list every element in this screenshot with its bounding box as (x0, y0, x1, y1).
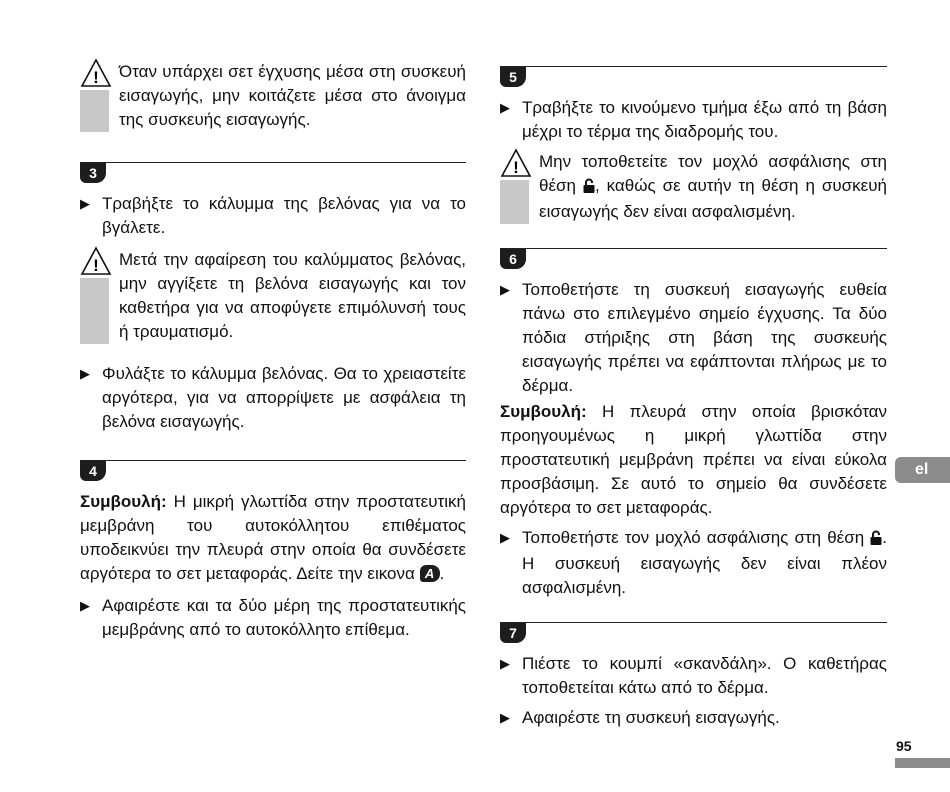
list-item (500, 706, 887, 730)
bullet-text-part: Τοποθετήστε τον μοχλό ασφάλισης στη θέση (522, 528, 871, 547)
divider (80, 162, 466, 163)
step-number-badge: 3 (80, 163, 106, 183)
warning-text-part: Μην τοποθετείτε τον μοχλό ασφάλισης στη θέση (539, 152, 887, 195)
warning-text-part: , καθώς σε αυτήν τη θέση η συσκευή εισαγωγής δεν είναι ασφαλισμένη. (539, 176, 887, 221)
tip-label: Συμβουλή: (80, 492, 167, 511)
warning-box (80, 60, 466, 132)
bullet-text: Φυλάξτε το κάλυμμα βελόνας. Θα το χρειαστείτε αργότερα, για να απορρίψετε με ασφάλεια τη βελόνα εισαγωγής. (102, 364, 466, 431)
left-column (80, 60, 466, 642)
tip-paragraph (500, 400, 887, 520)
language-tab: el (895, 457, 950, 483)
list-item (80, 192, 466, 240)
svg-text:!: ! (93, 256, 99, 275)
bullet-text-part: . Η συσκευή εισαγωγής δεν είναι πλέον ασφαλισμένη. (522, 528, 887, 597)
svg-text:!: ! (513, 158, 519, 177)
step-number-badge: 7 (500, 623, 526, 643)
bullet-arrow-icon: ▶ (80, 366, 90, 381)
divider (80, 460, 466, 461)
bullet-arrow-icon: ▶ (80, 196, 90, 211)
page-number: 95 (896, 738, 912, 754)
divider (500, 248, 887, 249)
bullet-arrow-icon: ▶ (500, 100, 510, 115)
step-5-header (500, 66, 887, 96)
page-footer-bar (895, 758, 950, 768)
step-4-header (80, 460, 466, 490)
warning-box (80, 248, 466, 344)
bullet-text: Αφαιρέστε και τα δύο μέρη της προστατευτικής μεμβράνης από το αυτοκόλλητο επίθεμα. (102, 596, 466, 639)
bullet-text: Τραβήξτε το κινούμενο τμήμα έξω από τη βάση μέχρι το τέρμα της διαδρομής του. (522, 98, 887, 141)
step-number-badge: 6 (500, 249, 526, 269)
step-7-header (500, 622, 887, 652)
warning-triangle-icon (80, 246, 114, 278)
step-number-badge: 4 (80, 461, 106, 481)
bullet-arrow-icon: ▶ (80, 598, 90, 613)
tip-paragraph (80, 490, 466, 586)
bullet-arrow-icon: ▶ (500, 530, 510, 545)
tip-label: Συμβουλή: (500, 402, 587, 421)
bullet-text (522, 526, 887, 600)
bullet-text: Τραβήξτε το κάλυμμα της βελόνας για να το βγάλετε. (102, 194, 466, 237)
warning-text: Όταν υπάρχει σετ έγχυσης μέσα στη συσκευή εισαγωγής, μην κοιτάζετε μέσα στο άνοιγμα της συσκευής εισαγωγής. (119, 62, 466, 129)
warning-bar (500, 150, 529, 224)
warning-text (529, 150, 887, 224)
warning-bar (80, 248, 109, 344)
bullet-arrow-icon: ▶ (500, 282, 510, 297)
divider (500, 66, 887, 67)
step-6-header (500, 248, 887, 278)
figure-ref-badge: A (420, 565, 440, 582)
list-item (500, 96, 887, 144)
right-column (500, 66, 887, 730)
tip-text: Η μικρή γλωττίδα στην προστατευτική μεμβράνη του αυτοκόλλητου επιθέματος υποδεικνύει την πλευρά στην οποία θα συνδέσετε αργότερα το σετ μεταφοράς. Δείτε την εικονα (80, 492, 466, 583)
bullet-arrow-icon: ▶ (500, 710, 510, 725)
bullet-text: Αφαιρέστε τη συσκευή εισαγωγής. (522, 708, 780, 727)
lock-icon (583, 176, 595, 200)
list-item (500, 652, 887, 700)
step-number-badge: 5 (500, 67, 526, 87)
svg-text:!: ! (93, 68, 99, 87)
bullet-text: Πιέστε το κουμπί «σκανδάλη». Ο καθετήρας τοποθετείται κάτω από το δέρμα. (522, 654, 887, 697)
bullet-arrow-icon: ▶ (500, 656, 510, 671)
lock-icon (870, 528, 882, 552)
step-3-header (80, 162, 466, 192)
bullet-text: Τοποθετήστε τη συσκευή εισαγωγής ευθεία πάνω στο επιλεγμένο σημείο έγχυσης. Τα δύο πόδια στήριξης στη βάση της συσκευής εισαγωγής πρέπει να εφάπτονται πλήρως με το δέρμα. (522, 280, 887, 395)
list-item (500, 526, 887, 600)
warning-triangle-icon (500, 148, 534, 180)
list-item (80, 362, 466, 434)
list-item (500, 278, 887, 398)
warning-bar (80, 60, 109, 132)
list-item (80, 594, 466, 642)
warning-triangle-icon (80, 58, 114, 90)
divider (500, 622, 887, 623)
warning-box (500, 150, 887, 224)
tip-end: . (439, 564, 445, 583)
warning-text: Μετά την αφαίρεση του καλύμματος βελόνας, μην αγγίξετε τη βελόνα εισαγωγής και τον καθετήρα για να αποφύγετε επιμόλυνσή τους ή τραυματισμό. (119, 250, 466, 341)
tip-text: Η πλευρά στην οποία βρισκόταν προηγουμένως η μικρή γλωττίδα στην προστατευτική μεμβράνη πρέπει να είναι εύκολα προσβάσιμη. Σε αυτό το σημείο θα συνδέσετε αργότερα το σετ μεταφοράς. (500, 402, 887, 517)
